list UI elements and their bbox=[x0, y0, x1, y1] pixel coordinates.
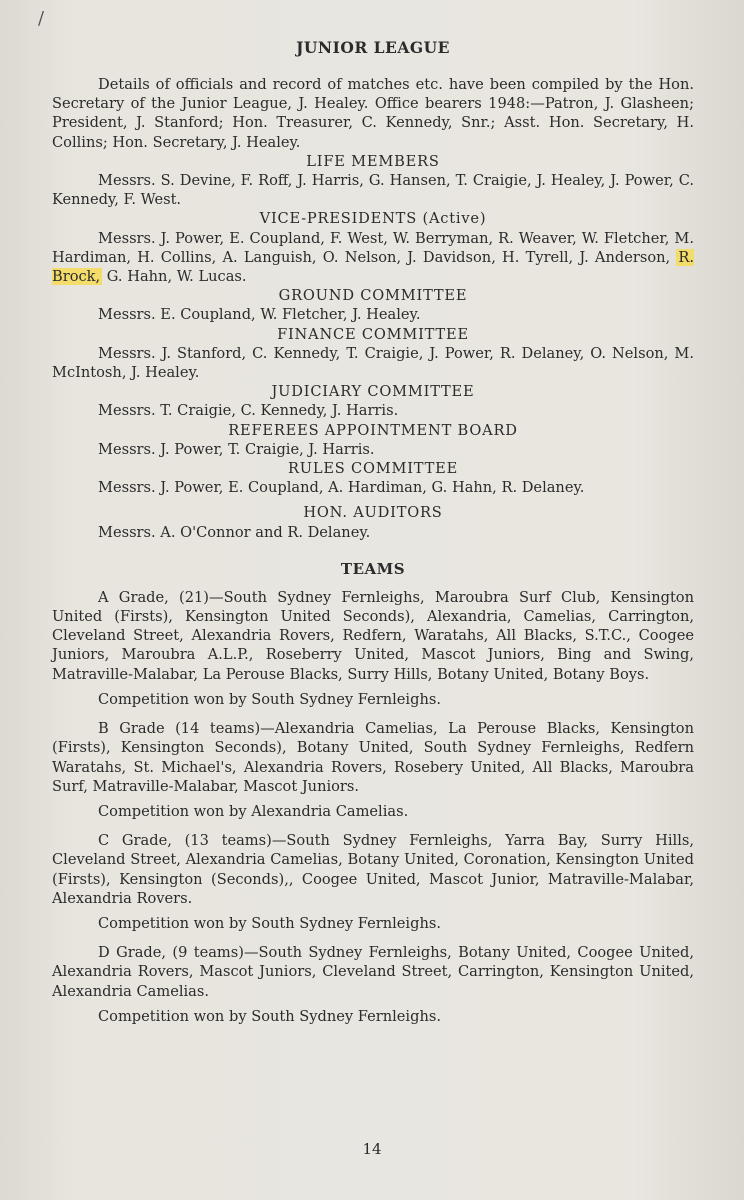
ground-committee-text: Messrs. E. Coupland, W. Fletcher, J. Healey. bbox=[98, 306, 421, 324]
vice-presidents-heading: VICE-PRESIDENTS (Active) bbox=[259, 210, 487, 228]
life-members-text: Messrs. S. Devine, F. Roff, J. Harris, G. Hansen, T. Craigie, J. Healey, J. Power, C. Kennedy, F. West. bbox=[52, 172, 694, 209]
highlighted-name: R. Brock, bbox=[52, 248, 694, 286]
b-grade-text: B Grade (14 teams)—Alexandria Camelias, La Perouse Blacks, Kensington (Firsts), Kensington Seconds), Botany United, South Sydney Fernleighs, Redfern Waratahs, St. Michael's, Alexandria Rovers, Rosebery United, All Blacks, Maroubra Surf, Matraville-Malabar, Mascot Juniors. bbox=[52, 720, 694, 795]
a-grade-text: A Grade, (21)—South Sydney Fernleighs, Maroubra Surf Club, Kensington United (Firsts), Kensington United Seconds), Alexandria, Camelias, Carrington, Cleveland Street, Alexandria Rovers, Redfern, Waratahs, All Blacks, S.T.C., Coogee Juniors, Maroubra A.L.P., Roseberry United, Mascot Juniors, Bing and Swing, Matraville-Malabar, La Perouse Blacks, Surry Hills, Botany United, Botany Boys. bbox=[52, 588, 694, 683]
rules-committee-heading: RULES COMMITTEE bbox=[287, 460, 459, 478]
ground-committee-heading: GROUND COMMITTEE bbox=[278, 287, 468, 305]
judiciary-committee-text: Messrs. T. Craigie, C. Kennedy, J. Harris. bbox=[98, 402, 399, 420]
c-grade-text: C Grade, (13 teams)—South Sydney Fernleighs, Yarra Bay, Surry Hills, Cleveland Street, Alexandria Camelias, Botany United, Coronation, Kensington United (Firsts), Kensington (Seconds),, Coogee United, Mascot Junior, Matraville-Malabar, Alexandria Rovers. bbox=[52, 832, 694, 907]
d-grade-winner: Competition won by South Sydney Fernleighs. bbox=[98, 1007, 441, 1025]
judiciary-committee-heading: JUDICIARY COMMITTEE bbox=[271, 383, 475, 401]
teams-heading: TEAMS bbox=[340, 559, 406, 578]
b-grade-winner: Competition won by Alexandria Camelias. bbox=[98, 802, 409, 820]
finance-committee-text: Messrs. J. Stanford, C. Kennedy, T. Craigie, J. Power, R. Delaney, O. Nelson, M. McIntosh, J. Healey. bbox=[52, 344, 694, 382]
referees-board-heading: REFEREES APPOINTMENT BOARD bbox=[228, 421, 518, 439]
vice-presidents-text-before: Messrs. J. Power, E. Coupland, F. West, W. Berryman, R. Weaver, W. Fletcher, M. Hardiman, H. Collins, A. Languish, O. Nelson, J. Davidson, H. Tyrell, J. Anderson, bbox=[52, 229, 694, 266]
auditors-text: Messrs. A. O'Connor and R. Delaney. bbox=[98, 523, 371, 541]
referees-board-text: Messrs. J. Power, T. Craigie, J. Harris. bbox=[98, 440, 375, 458]
intro-paragraph: Details of officials and record of matches etc. have been compiled by the Hon. Secretary of the Junior League, J. Healey. Office bearers 1948:—Patron, J. Glasheen; President, J. Stanford; Hon. Treasurer, C. Kennedy, Snr.; Asst. Hon. Secretary, H. Collins; Hon. Secretary, J. Healey. bbox=[52, 76, 694, 151]
life-members-heading: LIFE MEMBERS bbox=[306, 152, 440, 170]
rules-committee-text: Messrs. J. Power, E. Coupland, A. Hardiman, G. Hahn, R. Delaney. bbox=[98, 479, 585, 497]
page-title: JUNIOR LEAGUE bbox=[296, 38, 450, 57]
d-grade-text: D Grade, (9 teams)—South Sydney Fernleighs, Botany United, Coogee United, Alexandria Rovers, Mascot Juniors, Cleveland Street, Carrington, Kensington United, Alexandria Camelias. bbox=[52, 944, 694, 1000]
pen-mark: / bbox=[38, 8, 45, 29]
c-grade-winner: Competition won by South Sydney Fernleighs. bbox=[98, 914, 441, 932]
vice-presidents-text-after: G. Hahn, W. Lucas. bbox=[106, 268, 247, 286]
page-number: 14 bbox=[362, 1140, 382, 1158]
vice-presidents-text bbox=[52, 229, 694, 287]
finance-committee-heading: FINANCE COMMITTEE bbox=[277, 325, 469, 343]
auditors-heading: HON. AUDITORS bbox=[303, 504, 443, 522]
a-grade-winner: Competition won by South Sydney Fernleighs. bbox=[98, 690, 441, 708]
